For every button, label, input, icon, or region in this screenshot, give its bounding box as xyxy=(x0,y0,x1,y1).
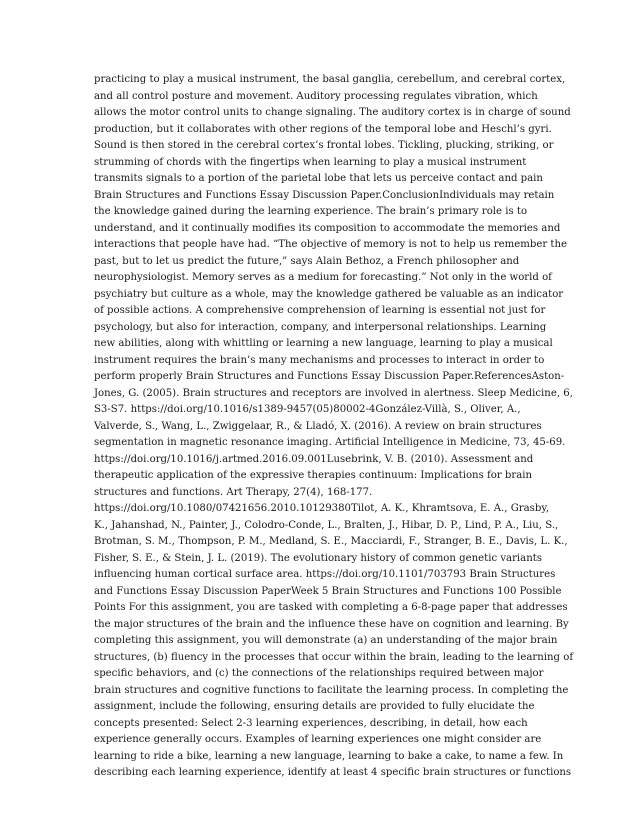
text-line: structures and functions. Art Therapy, 27(4), 168-177. xyxy=(94,486,373,498)
text-line: https://doi.org/10.1016/j.artmed.2016.09.001Lusebrink, V. B. (2010). Assessment and xyxy=(94,453,534,465)
text-line: Fisher, S. E., & Stein, J. L. (2019). The evolutionary history of common genetic variants xyxy=(94,552,542,564)
text-line: concepts presented: Select 2-3 learning experiences, describing, in detail, how each xyxy=(94,717,528,729)
text-line: neurophysiologist. Memory serves as a medium for forecasting.” Not only in the world of xyxy=(94,272,552,283)
text-line: specific behaviors, and (c) the connections of the relationships required between major xyxy=(94,668,544,679)
text-line: S3-S7. https://doi.org/10.1016/s1389-9457(05)80002-4González-Villà, S., Oliver, A., xyxy=(94,404,521,415)
text-line: new abilities, along with whittling or learning a new language, learning to play a musical xyxy=(94,338,553,349)
text-line: perform properly Brain Structures and Functions Essay Discussion Paper.ReferencesAston- xyxy=(94,371,565,382)
text-line: Sound is then stored in the cerebral cortex’s frontal lobes. Tickling, plucking, striking, or xyxy=(94,140,554,151)
text-line: practicing to play a musical instrument, the basal ganglia, cerebellum, and cerebral cortex, xyxy=(94,74,566,85)
text-line: completing this assignment, you will demonstrate (a) an understanding of the major brain xyxy=(94,635,558,646)
text-line: Valverde, S., Wang, L., Zwiggelaar, R., & Lladó, X. (2016). A review on brain structures xyxy=(94,420,542,432)
text-line: psychology, but also for interaction, company, and interpersonal relationships. Learning xyxy=(94,321,547,333)
text-line: of possible actions. A comprehensive comprehension of learning is essential not just for xyxy=(94,305,546,316)
text-line: understand, and it continually modifies its composition to accommodate the memories and xyxy=(94,222,561,234)
text-line: strumming of chords with the fingertips when learning to play a musical instrument xyxy=(94,156,527,168)
text-line: experience generally occurs. Examples of learning experiences one might consider are xyxy=(94,734,542,745)
text-line: the knowledge gained during the learning experience. The brain’s primary role is to xyxy=(94,206,528,217)
text-line: assignment, include the following, ensuring details are provided to fully elucidate the xyxy=(94,701,535,712)
text-line: segmentation in magnetic resonance imaging. Artificial Intelligence in Medicine, 73, 45-69. xyxy=(94,437,566,448)
text-line: https://doi.org/10.1080/07421656.2010.10129380Tilot, A. K., Khramtsova, E. A., Grasby, xyxy=(94,503,549,514)
text-line: psychiatry but culture as a whole, may the knowledge gathered be valuable as an indicator xyxy=(94,288,564,300)
text-line: Jones, G. (2005). Brain structures and receptors are involved in alertness. Sleep Medicine, 6, xyxy=(94,387,573,399)
text-line: Brain Structures and Functions Essay Discussion Paper.ConclusionIndividuals may retain xyxy=(94,189,555,201)
text-line: influencing human cortical surface area. https://doi.org/10.1101/703793 Brain Structures xyxy=(94,569,556,580)
text-line: the major structures of the brain and the influence these have on cognition and learning. By xyxy=(94,618,569,630)
text-line: Points For this assignment, you are tasked with completing a 6-8-page paper that addresses xyxy=(94,602,568,613)
text-line: and all control posture and movement. Auditory processing regulates vibration, which xyxy=(94,90,538,102)
text-line: and Functions Essay Discussion PaperWeek 5 Brain Structures and Functions 100 Possible xyxy=(94,585,562,597)
text-line: learning to ride a bike, learning a new language, learning to bake a cake, to name a few. In xyxy=(94,750,564,762)
text-line: structures, (b) fluency in the processes that occur within the brain, leading to the learning of xyxy=(94,651,574,663)
text-line: therapeutic application of the expressive therapies continuum: Implications for brain xyxy=(94,470,533,481)
text-line: K., Jahanshad, N., Painter, J., Colodro-Conde, L., Bralten, J., Hibar, D. P., Lind, P. A., Liu, S., xyxy=(94,519,559,531)
text-line: past, but to let us predict the future,” says Alain Bethoz, a French philosopher and xyxy=(94,255,520,267)
body-text xyxy=(94,72,574,782)
text-line: allows the motor control units to change signaling. The auditory cortex is in charge of sound xyxy=(94,107,571,118)
text-line: transmits signals to a portion of the parietal lobe that lets us perceive contact and pain xyxy=(94,173,543,184)
text-line: interactions that people have had. “The objective of memory is not to help us remember the xyxy=(94,239,567,250)
text-line: brain structures and cognitive functions to facilitate the learning process. In completing the xyxy=(94,684,569,696)
text-line: production, but it collaborates with other regions of the temporal lobe and Heschl’s gyri. xyxy=(94,123,552,135)
text-line: describing each learning experience, identify at least 4 specific brain structures or functions xyxy=(94,767,572,778)
text-line: Brotman, S. M., Thompson, P. M., Medland, S. E., Macciardi, F., Stranger, B. E., Davis, L. K., xyxy=(94,536,568,547)
text-line: instrument requires the brain’s many mechanisms and processes to interact in order to xyxy=(94,354,545,366)
